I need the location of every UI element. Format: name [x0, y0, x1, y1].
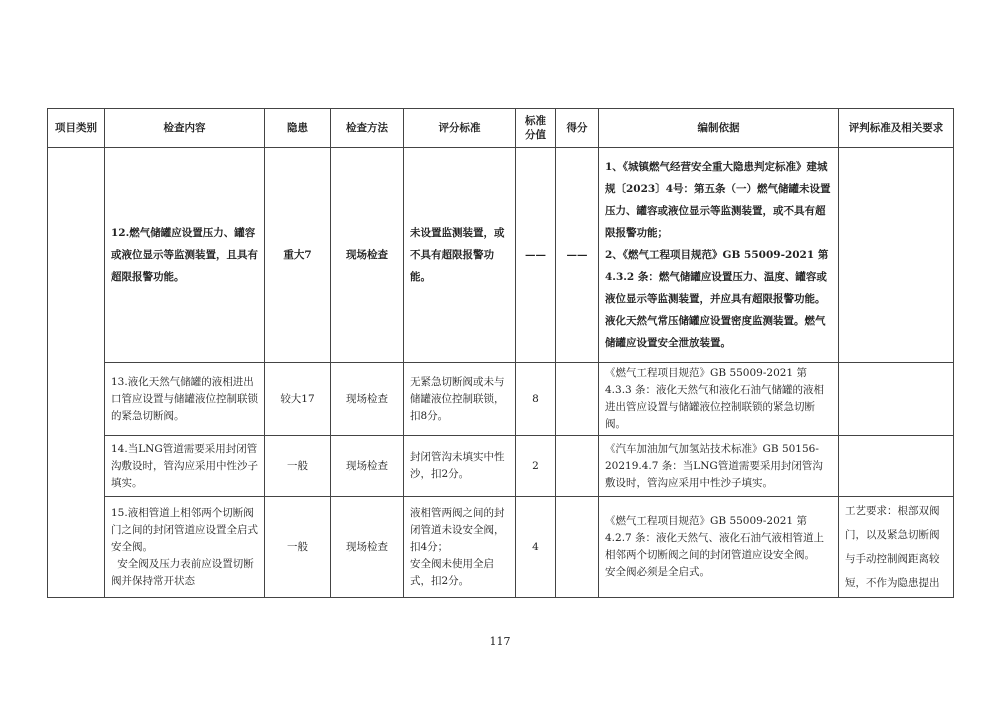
- criteria-text: 液相管两阀之间的封闭管道未设安全阀，扣4分；: [410, 506, 505, 553]
- score-cell: 4: [516, 497, 556, 598]
- content-cell: 12.燃气储罐应设置压力、罐容或液位显示等监测装置，且具有超限报警功能。: [105, 148, 265, 363]
- requirements-cell: [839, 363, 954, 436]
- basis-cell: [599, 148, 839, 363]
- hazard-cell: 一般: [265, 436, 331, 497]
- hazard-cell: 较大17: [265, 363, 331, 436]
- content-cell: 13.液化天然气储罐的液相进出口管应设置与储罐液位控制联锁的紧急切断阀。: [105, 363, 265, 436]
- content-cell: [105, 497, 265, 598]
- header-row: [48, 109, 954, 148]
- header-basis: 编制依据: [599, 109, 839, 148]
- requirements-cell: 工艺要求：根部双阀门，以及紧急切断阀与手动控制阀距离较短，不作为隐患提出: [839, 497, 954, 598]
- method-cell: 现场检查: [331, 497, 404, 598]
- method-cell: 现场检查: [331, 436, 404, 497]
- header-requirements: 评判标准及相关要求: [839, 109, 954, 148]
- got-cell: ——: [556, 148, 599, 363]
- criteria-cell: 未设置监测装置，或不具有超限报警功能。: [404, 148, 516, 363]
- header-hazard: 隐患: [265, 109, 331, 148]
- header-content: 检查内容: [105, 109, 265, 148]
- requirements-cell: [839, 436, 954, 497]
- inspection-table: [47, 108, 954, 598]
- criteria-cell: [404, 497, 516, 598]
- method-cell: 现场检查: [331, 148, 404, 363]
- requirements-cell: [839, 148, 954, 363]
- criteria-cell: 无紧急切断阀或未与储罐液位控制联锁，扣8分。: [404, 363, 516, 436]
- criteria-text: 安全阀未使用全启式，扣2分。: [410, 557, 494, 587]
- got-cell: [556, 497, 599, 598]
- got-cell: [556, 363, 599, 436]
- basis-text: 2、《燃气工程项目规范》GB 55009-2021 第 4.3.2 条：燃气储罐应设置压力、温度、罐容或液位显示等监测装置，并应具有超限报警功能。液化天然气常压储罐应设置密度监测装置。燃气储罐应设置安全泄放装置。: [605, 249, 829, 349]
- basis-text: 《燃气工程项目规范》GB 55009-2021 第 4.2.7 条：液化天然气、液化石油气液相管道上相邻两个切断阀之间的封闭管道应设安全阀。: [605, 515, 825, 561]
- score-cell: 8: [516, 363, 556, 436]
- header-score: 标准分值: [516, 109, 556, 148]
- content-text: 15.液相管道上相邻两个切断阀门之间的封闭管道应设置全启式安全阀。: [111, 506, 258, 553]
- score-cell: ——: [516, 148, 556, 363]
- basis-cell: 《燃气工程项目规范》GB 55009-2021 第 4.3.3 条：液化天然气和液化石油气储罐的液相进出管应设置与储罐液位控制联锁的紧急切断阀。: [599, 363, 839, 436]
- criteria-cell: 封闭管沟未填实中性沙，扣2分。: [404, 436, 516, 497]
- basis-cell: 《汽车加油加气加氢站技术标准》GB 50156-20219.4.7 条：当LNG管道需要采用封闭管沟敷设时，管沟应采用中性沙子填实。: [599, 436, 839, 497]
- header-got: 得分: [556, 109, 599, 148]
- hazard-cell: 一般: [265, 497, 331, 598]
- table-row: [48, 497, 954, 598]
- header-category: 项目类别: [48, 109, 105, 148]
- got-cell: [556, 436, 599, 497]
- header-criteria: 评分标准: [404, 109, 516, 148]
- method-cell: 现场检查: [331, 363, 404, 436]
- table-row: [48, 436, 954, 497]
- score-cell: 2: [516, 436, 556, 497]
- basis-text: 安全阀必须是全启式。: [605, 566, 710, 578]
- hazard-cell: 重大7: [265, 148, 331, 363]
- page-number: 117: [489, 635, 511, 648]
- category-cell: [48, 148, 105, 598]
- content-text: 安全阀及压力表前应设置切断阀并保持常开状态: [111, 557, 254, 587]
- basis-cell: [599, 497, 839, 598]
- content-cell: 14.当LNG管道需要采用封闭管沟敷设时，管沟应采用中性沙子填实。: [105, 436, 265, 497]
- table-row: [48, 148, 954, 363]
- header-method: 检查方法: [331, 109, 404, 148]
- basis-text: 1、《城镇燃气经营安全重大隐患判定标准》建城规〔2023〕4号：第五条（一）燃气储罐未设置压力、罐容或液位显示等监测装置，或不具有超限报警功能；: [605, 161, 831, 239]
- table-row: [48, 363, 954, 436]
